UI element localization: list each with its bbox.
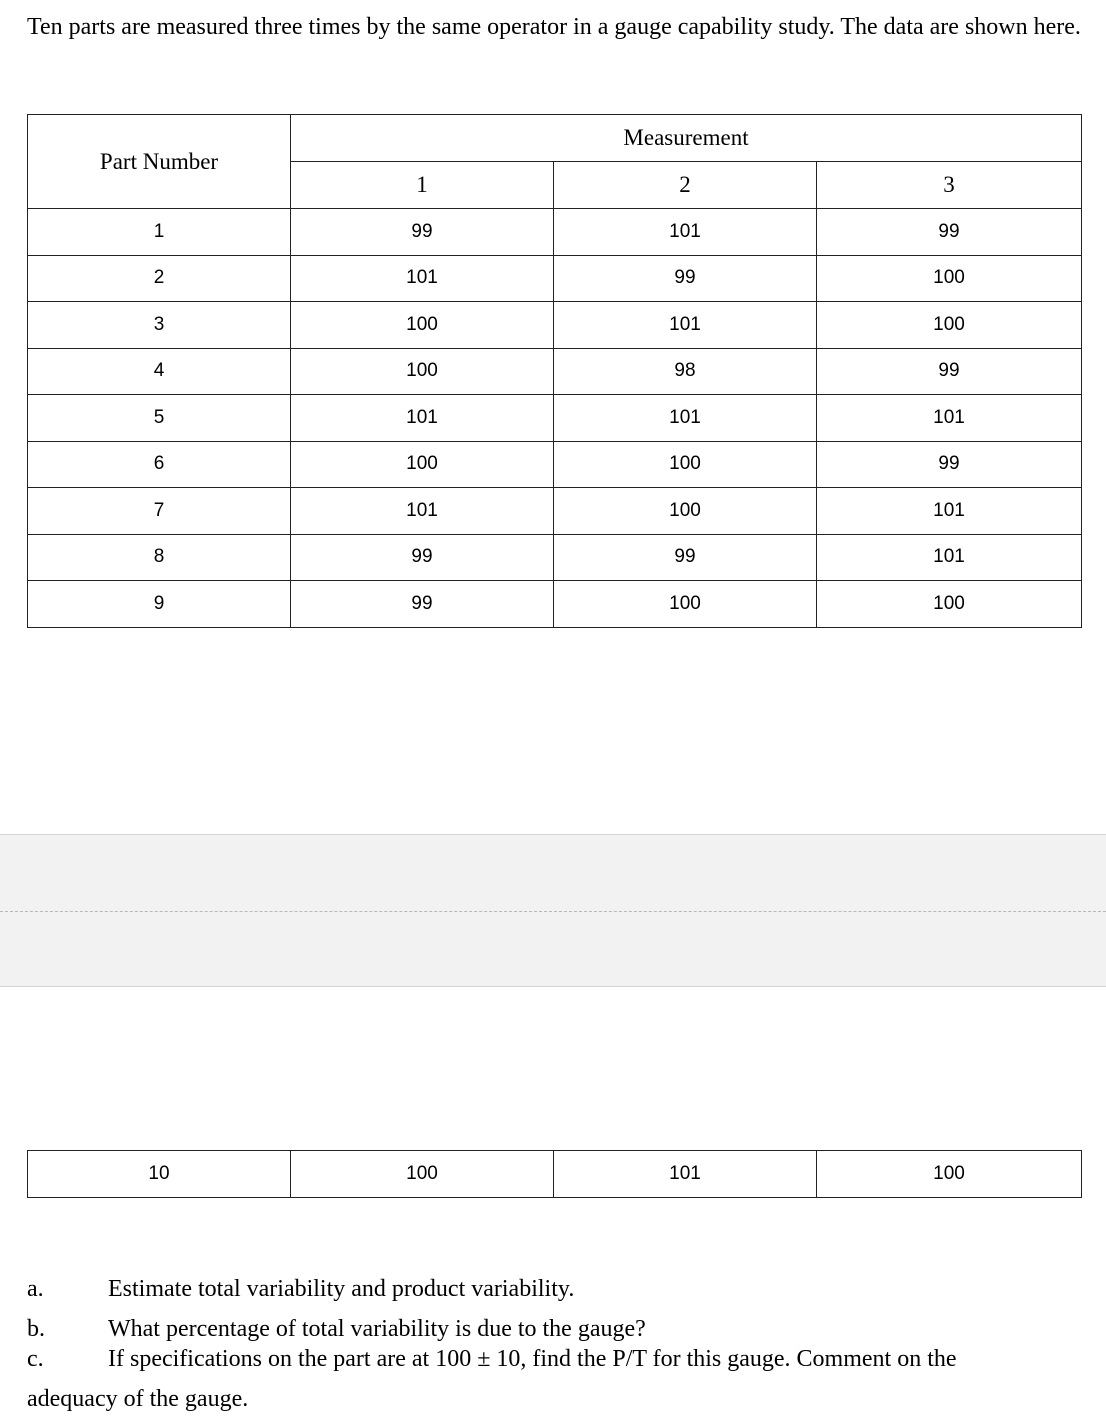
question-text: What percentage of total variability is due to the gauge? — [108, 1316, 646, 1342]
part-number-cell: 9 — [28, 581, 291, 628]
measurement-cell: 100 — [554, 441, 817, 488]
measurement-cell: 99 — [817, 348, 1082, 395]
question-letter: b. — [27, 1316, 45, 1342]
table-row — [28, 534, 1082, 581]
measurement-cell: 100 — [291, 348, 554, 395]
part-number-cell: 4 — [28, 348, 291, 395]
measurement-cell: 101 — [291, 255, 554, 302]
table-row — [28, 255, 1082, 302]
measurement-cell: 98 — [554, 348, 817, 395]
measurement-cell: 100 — [291, 302, 554, 349]
measurement-cell: 100 — [817, 255, 1082, 302]
measurement-cell: 99 — [291, 581, 554, 628]
part-number-cell: 5 — [28, 395, 291, 442]
measurement-cell: 101 — [291, 395, 554, 442]
table-row — [28, 1151, 1082, 1198]
table-row — [28, 395, 1082, 442]
measurement-cell: 99 — [291, 209, 554, 256]
problem-intro: Ten parts are measured three times by the same operator in a gauge capability study. The data are shown here. — [27, 14, 1081, 40]
table-row — [28, 581, 1082, 628]
part-number-cell: 8 — [28, 534, 291, 581]
measurement-cell: 100 — [817, 581, 1082, 628]
measurement-cell: 99 — [554, 255, 817, 302]
measurement-cell: 101 — [291, 488, 554, 535]
measurement-cell: 100 — [554, 488, 817, 535]
part-number-cell: 1 — [28, 209, 291, 256]
measurement-cell: 101 — [817, 488, 1082, 535]
measurement-cell: 99 — [554, 534, 817, 581]
measurement-cell: 101 — [554, 209, 817, 256]
part-number-cell: 7 — [28, 488, 291, 535]
page-break — [0, 834, 1106, 987]
measurement-cell: 99 — [817, 441, 1082, 488]
measurement-cell: 100 — [291, 1151, 554, 1198]
table-row — [28, 209, 1082, 256]
question-letter: c. — [27, 1346, 44, 1372]
measurement-cell: 99 — [291, 534, 554, 581]
measurement-col-2-header: 2 — [554, 162, 817, 209]
part-number-cell: 6 — [28, 441, 291, 488]
question-c-continuation: adequacy of the gauge. — [27, 1386, 249, 1412]
measurement-cell: 101 — [554, 302, 817, 349]
measurement-table — [27, 114, 1082, 628]
table-row — [28, 302, 1082, 349]
part-number-cell: 3 — [28, 302, 291, 349]
table-row — [28, 488, 1082, 535]
measurement-table-continued — [27, 1150, 1082, 1198]
part-number-header: Part Number — [28, 115, 291, 209]
measurement-cell: 101 — [817, 534, 1082, 581]
part-number-cell: 2 — [28, 255, 291, 302]
measurement-cell: 101 — [554, 395, 817, 442]
measurement-cell: 101 — [554, 1151, 817, 1198]
measurement-cell: 99 — [817, 209, 1082, 256]
measurement-cell: 100 — [554, 581, 817, 628]
table-row — [28, 441, 1082, 488]
measurement-cell: 100 — [291, 441, 554, 488]
table-row — [28, 348, 1082, 395]
measurement-cell: 100 — [817, 1151, 1082, 1198]
question-letter: a. — [27, 1276, 44, 1302]
part-number-cell: 10 — [28, 1151, 291, 1198]
measurement-col-3-header: 3 — [817, 162, 1082, 209]
measurement-col-1-header: 1 — [291, 162, 554, 209]
question-text: Estimate total variability and product variability. — [108, 1276, 575, 1302]
measurement-cell: 100 — [817, 302, 1082, 349]
question-text: If specifications on the part are at 100 ± 10, find the P/T for this gauge. Comment on the — [108, 1346, 957, 1372]
measurement-header: Measurement — [291, 115, 1082, 162]
measurement-cell: 101 — [817, 395, 1082, 442]
page-break-divider — [0, 911, 1106, 912]
